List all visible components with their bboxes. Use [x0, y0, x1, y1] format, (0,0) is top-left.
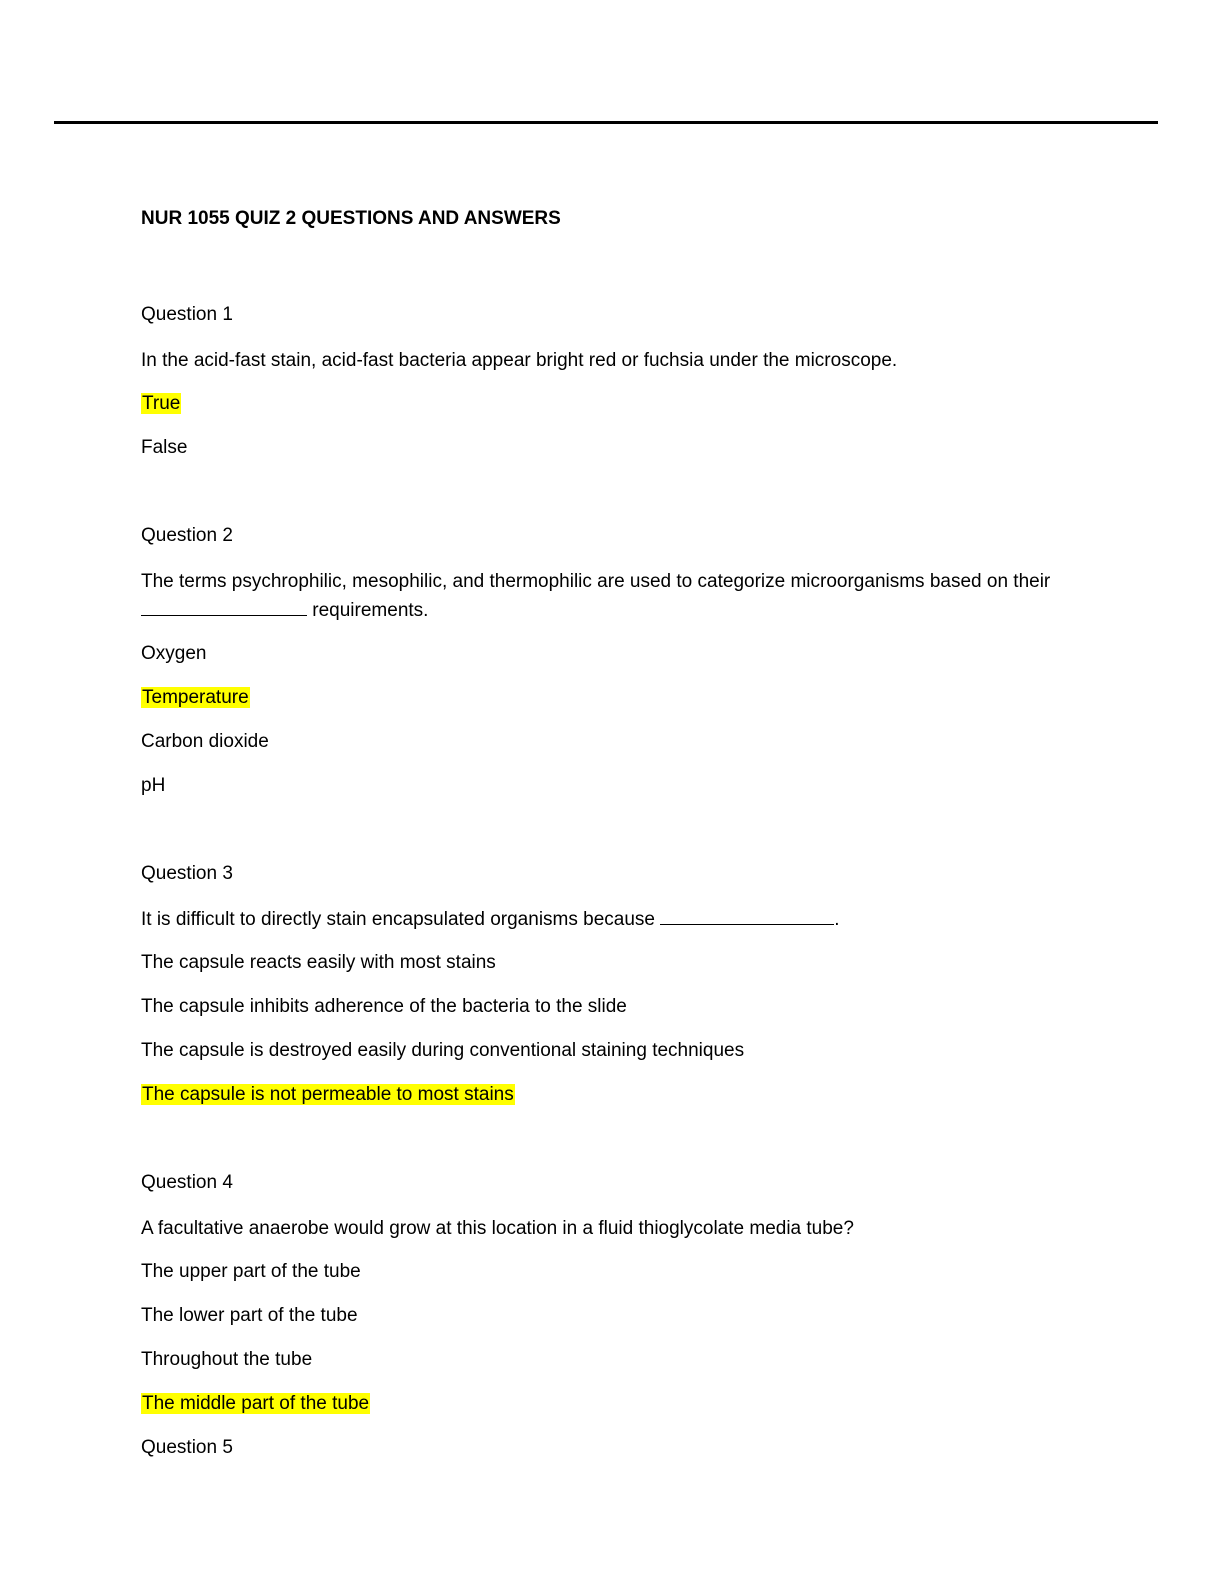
question-text: A facultative anaerobe would grow at this location in a fluid thioglycolate media tube?: [141, 1218, 854, 1239]
answer-option: Throughout the tube: [141, 1349, 313, 1370]
question-label: Question 2: [141, 525, 233, 546]
answer-option: The lower part of the tube: [141, 1305, 358, 1326]
answer-option: Carbon dioxide: [141, 731, 269, 752]
answer-option: Oxygen: [141, 643, 207, 664]
answer-option-correct: [141, 1082, 1081, 1108]
question-text-after: .: [834, 909, 840, 930]
answer-option: The upper part of the tube: [141, 1261, 361, 1282]
fill-in-blank: [141, 597, 307, 616]
highlighted-answer: The middle part of the tube: [142, 1393, 370, 1414]
highlighted-answer: The capsule is not permeable to most stains: [142, 1084, 514, 1105]
question-5: [141, 1435, 1081, 1461]
header-rule: [54, 121, 1158, 124]
answer-option: The capsule reacts easily with most stains: [141, 952, 496, 973]
question-label: Question 1: [141, 304, 233, 325]
answer-option: False: [141, 437, 188, 458]
highlighted-answer: True: [142, 393, 181, 414]
answer-option: pH: [141, 775, 166, 796]
document-body: [141, 206, 1081, 1479]
answer-option: The capsule inhibits adherence of the bacteria to the slide: [141, 996, 627, 1017]
question-label: Question 5: [141, 1437, 233, 1458]
question-text-after: requirements.: [312, 600, 429, 621]
question-label: Question 4: [141, 1172, 233, 1193]
highlighted-answer: Temperature: [142, 687, 249, 708]
answer-option-correct: [141, 685, 1081, 711]
question-text: In the acid-fast stain, acid-fast bacteria appear bright red or fuchsia under the microscope.: [141, 350, 898, 371]
answer-option: The capsule is destroyed easily during conventional staining techniques: [141, 1040, 745, 1061]
answer-option-correct: [141, 1391, 1081, 1417]
question-label: Question 3: [141, 863, 233, 884]
question-text-before: It is difficult to directly stain encapsulated organisms because: [141, 909, 655, 930]
answer-option-correct: [141, 391, 1081, 417]
question-text: [141, 567, 1081, 625]
question-2: [141, 523, 1081, 799]
question-1: [141, 302, 1081, 461]
question-text: [141, 905, 1081, 934]
question-4: [141, 1170, 1081, 1417]
fill-in-blank: [660, 906, 834, 925]
question-3: [141, 861, 1081, 1108]
question-text-before: The terms psychrophilic, mesophilic, and thermophilic are used to categorize microorganisms based on their: [141, 571, 1051, 592]
document-title: NUR 1055 QUIZ 2 QUESTIONS AND ANSWERS: [141, 208, 561, 229]
